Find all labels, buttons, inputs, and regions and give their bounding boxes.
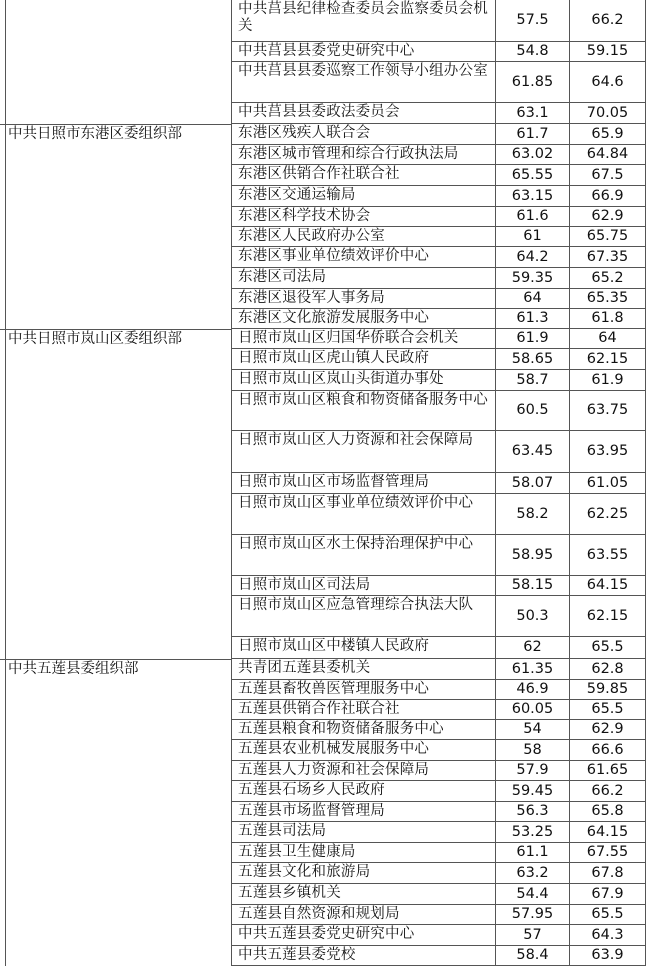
department-cell[interactable] [6, 268, 232, 289]
department-cell[interactable] [6, 680, 232, 700]
score-1-cell[interactable]: 58.65 [496, 349, 570, 370]
score-1-cell[interactable]: 58.95 [496, 535, 570, 576]
department-cell[interactable] [6, 186, 232, 207]
score-1-cell[interactable]: 58.2 [496, 494, 570, 535]
score-1-cell[interactable]: 53.25 [496, 822, 570, 843]
score-1-cell[interactable]: 61.35 [496, 659, 570, 680]
department-cell[interactable]: 中共五莲县委组织部 [6, 659, 232, 680]
table-row [0, 535, 650, 576]
score-2-cell[interactable]: 61.8 [570, 309, 646, 329]
score-1-cell[interactable]: 64.2 [496, 247, 570, 268]
table-row [0, 103, 650, 124]
table-row [0, 761, 650, 781]
score-1-cell[interactable]: 58.15 [496, 576, 570, 596]
department-cell[interactable] [6, 227, 232, 247]
table-row [0, 227, 650, 247]
score-1-cell[interactable]: 59.35 [496, 268, 570, 289]
score-1-cell[interactable]: 65.55 [496, 165, 570, 186]
unit-name-cell[interactable]: 五莲县司法局 [232, 822, 496, 843]
score-2-cell[interactable]: 61.65 [570, 761, 646, 781]
score-2-cell[interactable]: 62.9 [570, 207, 646, 227]
score-2-cell[interactable]: 67.8 [570, 863, 646, 884]
table-row [0, 781, 650, 802]
table-row [0, 349, 650, 370]
table-row [0, 740, 650, 761]
department-cell[interactable] [6, 781, 232, 802]
department-cell[interactable] [6, 863, 232, 884]
score-2-cell[interactable]: 61.9 [570, 370, 646, 391]
score-2-cell[interactable]: 65.5 [570, 905, 646, 925]
score-2-cell[interactable]: 64.6 [570, 62, 646, 103]
score-2-cell[interactable]: 63.75 [570, 391, 646, 431]
score-2-cell[interactable]: 67.5 [570, 165, 646, 186]
table-row [0, 884, 650, 905]
department-cell[interactable] [6, 247, 232, 268]
department-cell[interactable] [6, 391, 232, 431]
unit-name-cell[interactable]: 东港区交通运输局 [232, 186, 496, 207]
score-2-cell[interactable]: 65.9 [570, 124, 646, 145]
unit-name-cell[interactable]: 五莲县乡镇机关 [232, 884, 496, 905]
score-2-cell[interactable]: 65.8 [570, 802, 646, 822]
department-cell[interactable] [6, 740, 232, 761]
score-1-cell[interactable]: 61.6 [496, 207, 570, 227]
table-row [0, 145, 650, 165]
department-cell[interactable] [6, 925, 232, 946]
unit-name-cell[interactable]: 日照市岚山区虎山镇人民政府 [232, 349, 496, 370]
department-cell[interactable] [6, 761, 232, 781]
table-row [0, 329, 650, 349]
unit-name-cell[interactable]: 中共莒县县委政法委员会 [232, 103, 496, 124]
score-1-cell[interactable]: 50.3 [496, 596, 570, 637]
score-2-cell[interactable]: 64.15 [570, 576, 646, 596]
score-1-cell[interactable]: 63.2 [496, 863, 570, 884]
score-2-cell[interactable]: 62.9 [570, 720, 646, 740]
score-2-cell[interactable]: 62.15 [570, 596, 646, 637]
department-cell[interactable] [6, 802, 232, 822]
score-1-cell[interactable]: 56.3 [496, 802, 570, 822]
department-cell[interactable] [6, 207, 232, 227]
score-1-cell[interactable]: 63.02 [496, 145, 570, 165]
unit-name-cell[interactable]: 东港区供销合作社联合社 [232, 165, 496, 186]
table-row [0, 659, 650, 680]
score-2-cell[interactable]: 65.35 [570, 289, 646, 309]
table-row [0, 247, 650, 268]
unit-name-cell[interactable]: 日照市岚山区粮食和物资储备服务中心 [232, 391, 496, 431]
table-row [0, 596, 650, 637]
table-row [0, 720, 650, 740]
unit-name-cell[interactable]: 东港区事业单位绩效评价中心 [232, 247, 496, 268]
department-cell[interactable] [6, 0, 232, 42]
unit-name-cell[interactable]: 东港区科学技术协会 [232, 207, 496, 227]
table-row [0, 473, 650, 494]
unit-name-cell[interactable]: 日照市岚山区岚山头街道办事处 [232, 370, 496, 391]
score-2-cell[interactable]: 65.5 [570, 637, 646, 659]
department-cell[interactable] [6, 905, 232, 925]
score-2-cell[interactable]: 64.15 [570, 822, 646, 843]
score-1-cell[interactable]: 61.3 [496, 309, 570, 329]
department-cell[interactable] [6, 289, 232, 309]
department-cell[interactable] [6, 535, 232, 576]
score-1-cell[interactable]: 54.4 [496, 884, 570, 905]
table-row [0, 925, 650, 946]
score-2-cell[interactable]: 65.75 [570, 227, 646, 247]
department-cell[interactable]: 中共日照市东港区委组织部 [6, 124, 232, 145]
score-1-cell[interactable]: 46.9 [496, 680, 570, 700]
unit-name-cell[interactable]: 日照市岚山区应急管理综合执法大队 [232, 596, 496, 637]
department-cell[interactable] [6, 884, 232, 905]
score-2-cell[interactable]: 67.35 [570, 247, 646, 268]
table-row [0, 680, 650, 700]
score-1-cell[interactable]: 63.45 [496, 431, 570, 473]
unit-name-cell[interactable]: 中共莒县纪律检查委员会监察委员会机关 [232, 0, 496, 42]
unit-name-cell[interactable]: 东港区人民政府办公室 [232, 227, 496, 247]
department-cell[interactable]: 中共日照市岚山区委组织部 [6, 329, 232, 349]
unit-name-cell[interactable]: 日照市岚山区归国华侨联合会机关 [232, 329, 496, 349]
score-2-cell[interactable]: 66.2 [570, 0, 646, 42]
score-1-cell[interactable]: 61.9 [496, 329, 570, 349]
unit-name-cell[interactable]: 日照市岚山区事业单位绩效评价中心 [232, 494, 496, 535]
score-1-cell[interactable]: 60.05 [496, 700, 570, 720]
table-row [0, 700, 650, 720]
unit-name-cell[interactable]: 日照市岚山区水土保持治理保护中心 [232, 535, 496, 576]
department-cell[interactable] [6, 720, 232, 740]
department-cell[interactable] [6, 370, 232, 391]
score-2-cell[interactable]: 63.9 [570, 946, 646, 966]
score-1-cell[interactable]: 62 [496, 637, 570, 659]
score-2-cell[interactable]: 62.8 [570, 659, 646, 680]
unit-name-cell[interactable]: 共青团五莲县委机关 [232, 659, 496, 680]
score-1-cell[interactable]: 61.1 [496, 843, 570, 863]
department-cell[interactable] [6, 103, 232, 124]
table-row [0, 494, 650, 535]
table-row [0, 391, 650, 431]
unit-name-cell[interactable]: 五莲县石场乡人民政府 [232, 781, 496, 802]
score-2-cell[interactable]: 65.2 [570, 268, 646, 289]
department-cell[interactable] [6, 637, 232, 659]
department-cell[interactable] [6, 165, 232, 186]
unit-name-cell[interactable]: 五莲县卫生健康局 [232, 843, 496, 863]
score-2-cell[interactable]: 66.9 [570, 186, 646, 207]
score-2-cell[interactable]: 67.55 [570, 843, 646, 863]
unit-name-cell[interactable]: 日照市岚山区中楼镇人民政府 [232, 637, 496, 659]
score-1-cell[interactable]: 61.7 [496, 124, 570, 145]
score-1-cell[interactable]: 58.7 [496, 370, 570, 391]
score-1-cell[interactable]: 64 [496, 289, 570, 309]
score-2-cell[interactable]: 59.15 [570, 42, 646, 62]
score-2-cell[interactable]: 63.95 [570, 431, 646, 473]
table-row [0, 207, 650, 227]
score-2-cell[interactable]: 63.55 [570, 535, 646, 576]
unit-name-cell[interactable]: 东港区文化旅游发展服务中心 [232, 309, 496, 329]
score-2-cell[interactable]: 66.2 [570, 781, 646, 802]
unit-name-cell[interactable]: 五莲县市场监督管理局 [232, 802, 496, 822]
table-row [0, 186, 650, 207]
table-row [0, 843, 650, 863]
unit-name-cell[interactable]: 五莲县人力资源和社会保障局 [232, 761, 496, 781]
table-row [0, 42, 650, 62]
unit-name-cell[interactable]: 五莲县自然资源和规划局 [232, 905, 496, 925]
score-2-cell[interactable]: 62.15 [570, 349, 646, 370]
table-row [0, 289, 650, 309]
unit-name-cell[interactable]: 五莲县供销合作社联合社 [232, 700, 496, 720]
score-2-cell[interactable]: 66.6 [570, 740, 646, 761]
table-row [0, 802, 650, 822]
unit-name-cell[interactable]: 五莲县文化和旅游局 [232, 863, 496, 884]
score-2-cell[interactable]: 59.85 [570, 680, 646, 700]
score-1-cell[interactable]: 58.4 [496, 946, 570, 966]
table-row [0, 946, 650, 966]
department-cell[interactable] [6, 349, 232, 370]
score-1-cell[interactable]: 58 [496, 740, 570, 761]
unit-name-cell[interactable]: 日照市岚山区司法局 [232, 576, 496, 596]
score-1-cell[interactable]: 60.5 [496, 391, 570, 431]
score-1-cell[interactable]: 58.07 [496, 473, 570, 494]
department-cell[interactable] [6, 576, 232, 596]
table-row [0, 576, 650, 596]
unit-name-cell[interactable]: 东港区城市管理和综合行政执法局 [232, 145, 496, 165]
score-1-cell[interactable]: 57 [496, 925, 570, 946]
unit-name-cell[interactable]: 东港区退役军人事务局 [232, 289, 496, 309]
score-2-cell[interactable]: 67.9 [570, 884, 646, 905]
department-cell[interactable] [6, 494, 232, 535]
score-1-cell[interactable]: 54 [496, 720, 570, 740]
score-2-cell[interactable]: 64.3 [570, 925, 646, 946]
score-1-cell[interactable]: 57.95 [496, 905, 570, 925]
unit-name-cell[interactable]: 东港区残疾人联合会 [232, 124, 496, 145]
table-row [0, 370, 650, 391]
table-row [0, 62, 650, 103]
unit-name-cell[interactable]: 日照市岚山区市场监督管理局 [232, 473, 496, 494]
table-row [0, 637, 650, 659]
department-cell[interactable] [6, 946, 232, 966]
department-cell[interactable] [6, 42, 232, 62]
department-cell[interactable] [6, 431, 232, 473]
table-row [0, 268, 650, 289]
score-1-cell[interactable]: 54.8 [496, 42, 570, 62]
department-cell[interactable] [6, 843, 232, 863]
table-row [0, 822, 650, 843]
table-row [0, 309, 650, 329]
unit-name-cell[interactable]: 五莲县农业机械发展服务中心 [232, 740, 496, 761]
table-row [0, 905, 650, 925]
table-row [0, 124, 650, 145]
department-cell[interactable] [6, 309, 232, 329]
score-1-cell[interactable]: 61 [496, 227, 570, 247]
department-cell[interactable] [6, 822, 232, 843]
score-2-cell[interactable]: 64 [570, 329, 646, 349]
table-row [0, 863, 650, 884]
score-1-cell[interactable]: 63.1 [496, 103, 570, 124]
score-1-cell[interactable]: 59.45 [496, 781, 570, 802]
unit-name-cell[interactable]: 东港区司法局 [232, 268, 496, 289]
unit-name-cell[interactable]: 中共五莲县委党史研究中心 [232, 925, 496, 946]
unit-name-cell[interactable]: 中共莒县县委巡察工作领导小组办公室 [232, 62, 496, 103]
score-1-cell[interactable]: 57.9 [496, 761, 570, 781]
score-2-cell[interactable]: 65.5 [570, 700, 646, 720]
department-cell[interactable] [6, 62, 232, 103]
unit-name-cell[interactable]: 日照市岚山区人力资源和社会保障局 [232, 431, 496, 473]
unit-name-cell[interactable]: 中共五莲县委党校 [232, 946, 496, 966]
unit-name-cell[interactable]: 五莲县畜牧兽医管理服务中心 [232, 680, 496, 700]
table-row [0, 431, 650, 473]
score-2-cell[interactable]: 62.25 [570, 494, 646, 535]
score-1-cell[interactable]: 57.5 [496, 0, 570, 42]
score-1-cell[interactable]: 61.85 [496, 62, 570, 103]
score-2-cell[interactable]: 61.05 [570, 473, 646, 494]
score-1-cell[interactable]: 63.15 [496, 186, 570, 207]
score-2-cell[interactable]: 64.84 [570, 145, 646, 165]
department-cell[interactable] [6, 473, 232, 494]
table-row [0, 165, 650, 186]
unit-name-cell[interactable]: 中共莒县县委党史研究中心 [232, 42, 496, 62]
table-row [0, 0, 650, 42]
department-cell[interactable] [6, 145, 232, 165]
unit-name-cell[interactable]: 五莲县粮食和物资储备服务中心 [232, 720, 496, 740]
department-cell[interactable] [6, 700, 232, 720]
department-cell[interactable] [6, 596, 232, 637]
score-2-cell[interactable]: 70.05 [570, 103, 646, 124]
